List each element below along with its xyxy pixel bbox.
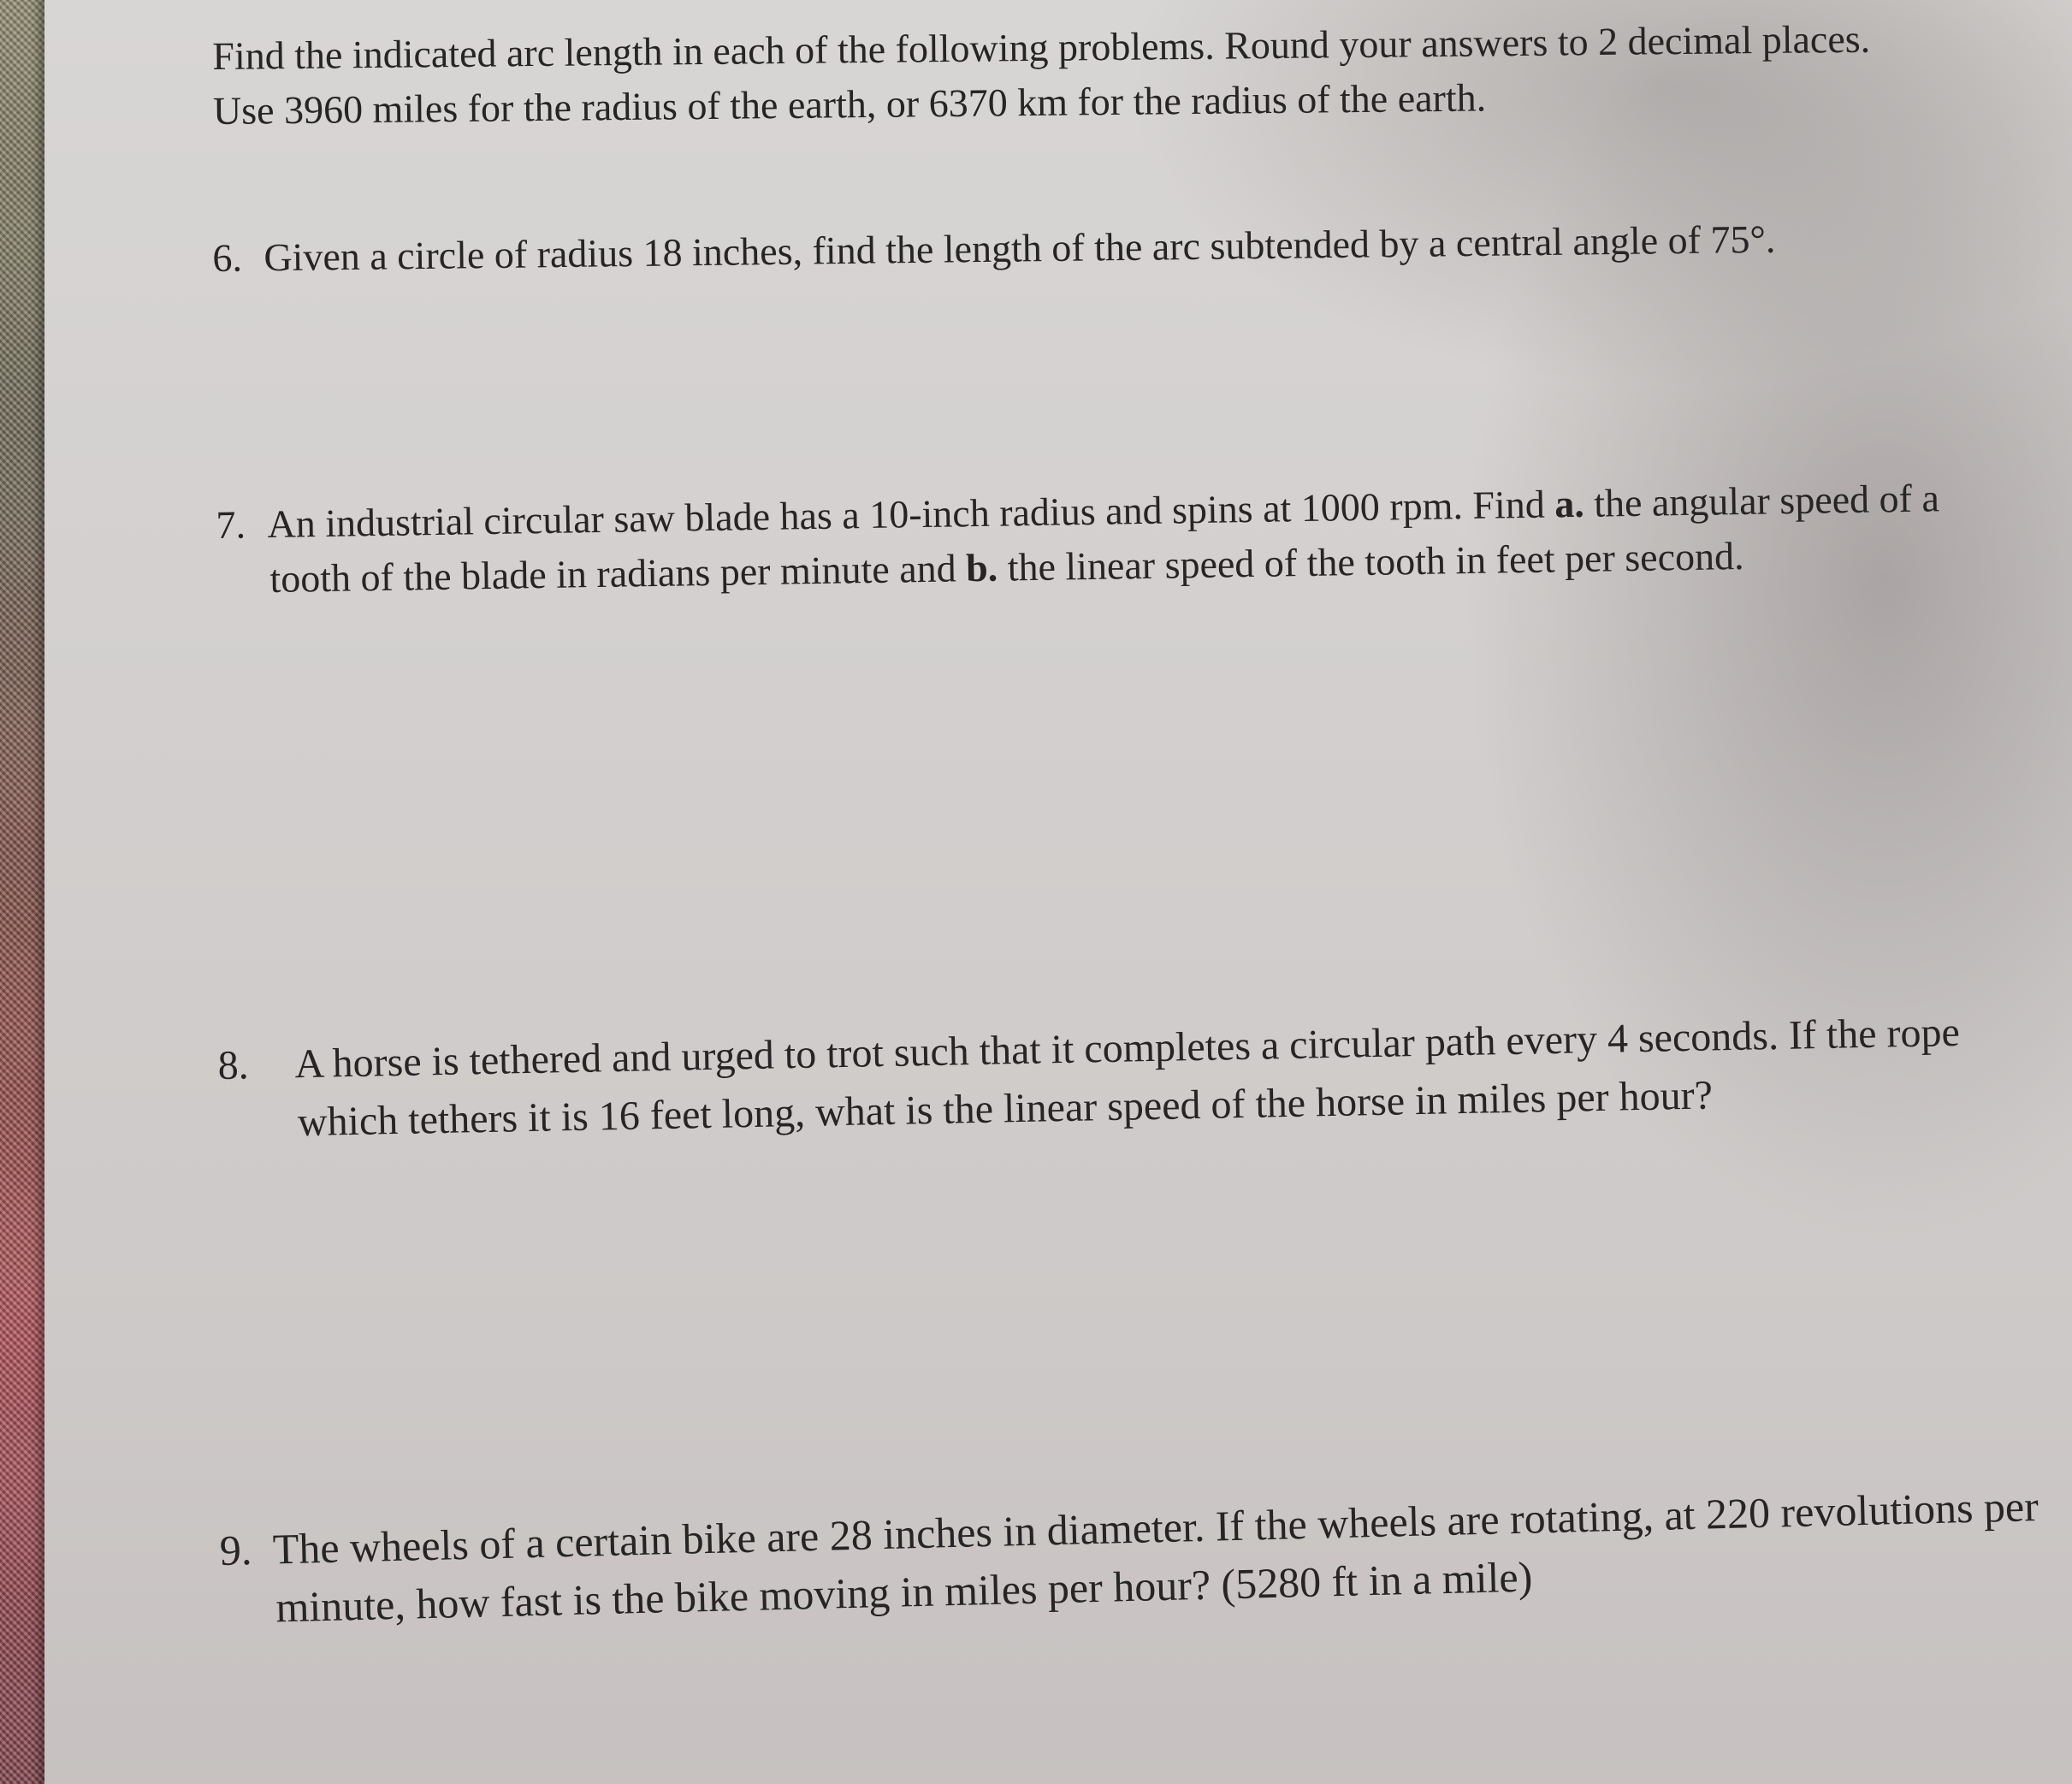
problem-9: [219, 1476, 2069, 1638]
worksheet-paper: [44, 0, 2072, 1784]
problem-text-part: An industrial circular saw blade has a 10-inch radius and spins at 1000 rpm. Find: [267, 482, 1555, 547]
problem-text: The wheels of a certain bike are 28 inches in diameter. If the wheels are rotating, at 220 revolutions per minute, how fast is the bike moving in miles per hour? (5280 ft in a mile): [272, 1482, 2039, 1632]
instructions-text: Find the indicated arc length in each of the following problems. Round your answers to 2 decimal places. Use 3960 miles for the radius of the earth, or 6370 km for the radius of the earth.: [212, 16, 1871, 133]
problem-text-part: the linear speed of the tooth in feet per second.: [997, 533, 1744, 590]
problem-number: 9.: [219, 1526, 253, 1574]
problem-text: [216, 470, 2031, 608]
problem-text: Given a circle of radius 18 inches, find the length of the arc subtended by a central angle of 75°.: [263, 216, 1776, 280]
problem-6: [212, 209, 2027, 286]
problem-text: A horse is tethered and urged to trot such that it completes a circular path every 4 seconds. If the rope which tethers it is 16 feet long, what is the linear speed of the horse in miles per hour?: [294, 1009, 1961, 1146]
problem-text-part: the angular speed of a tooth of the blade in radians per minute and: [269, 476, 1940, 602]
problem-number: 6.: [212, 235, 243, 280]
part-a-label: a.: [1554, 481, 1585, 526]
problem-number: 8.: [217, 1042, 250, 1088]
tablecloth-background: [0, 0, 51, 1784]
part-b-label: b.: [965, 545, 998, 590]
problem-7: [216, 470, 2031, 608]
problem-number: 7.: [216, 502, 246, 547]
problem-8: [217, 1002, 2067, 1153]
